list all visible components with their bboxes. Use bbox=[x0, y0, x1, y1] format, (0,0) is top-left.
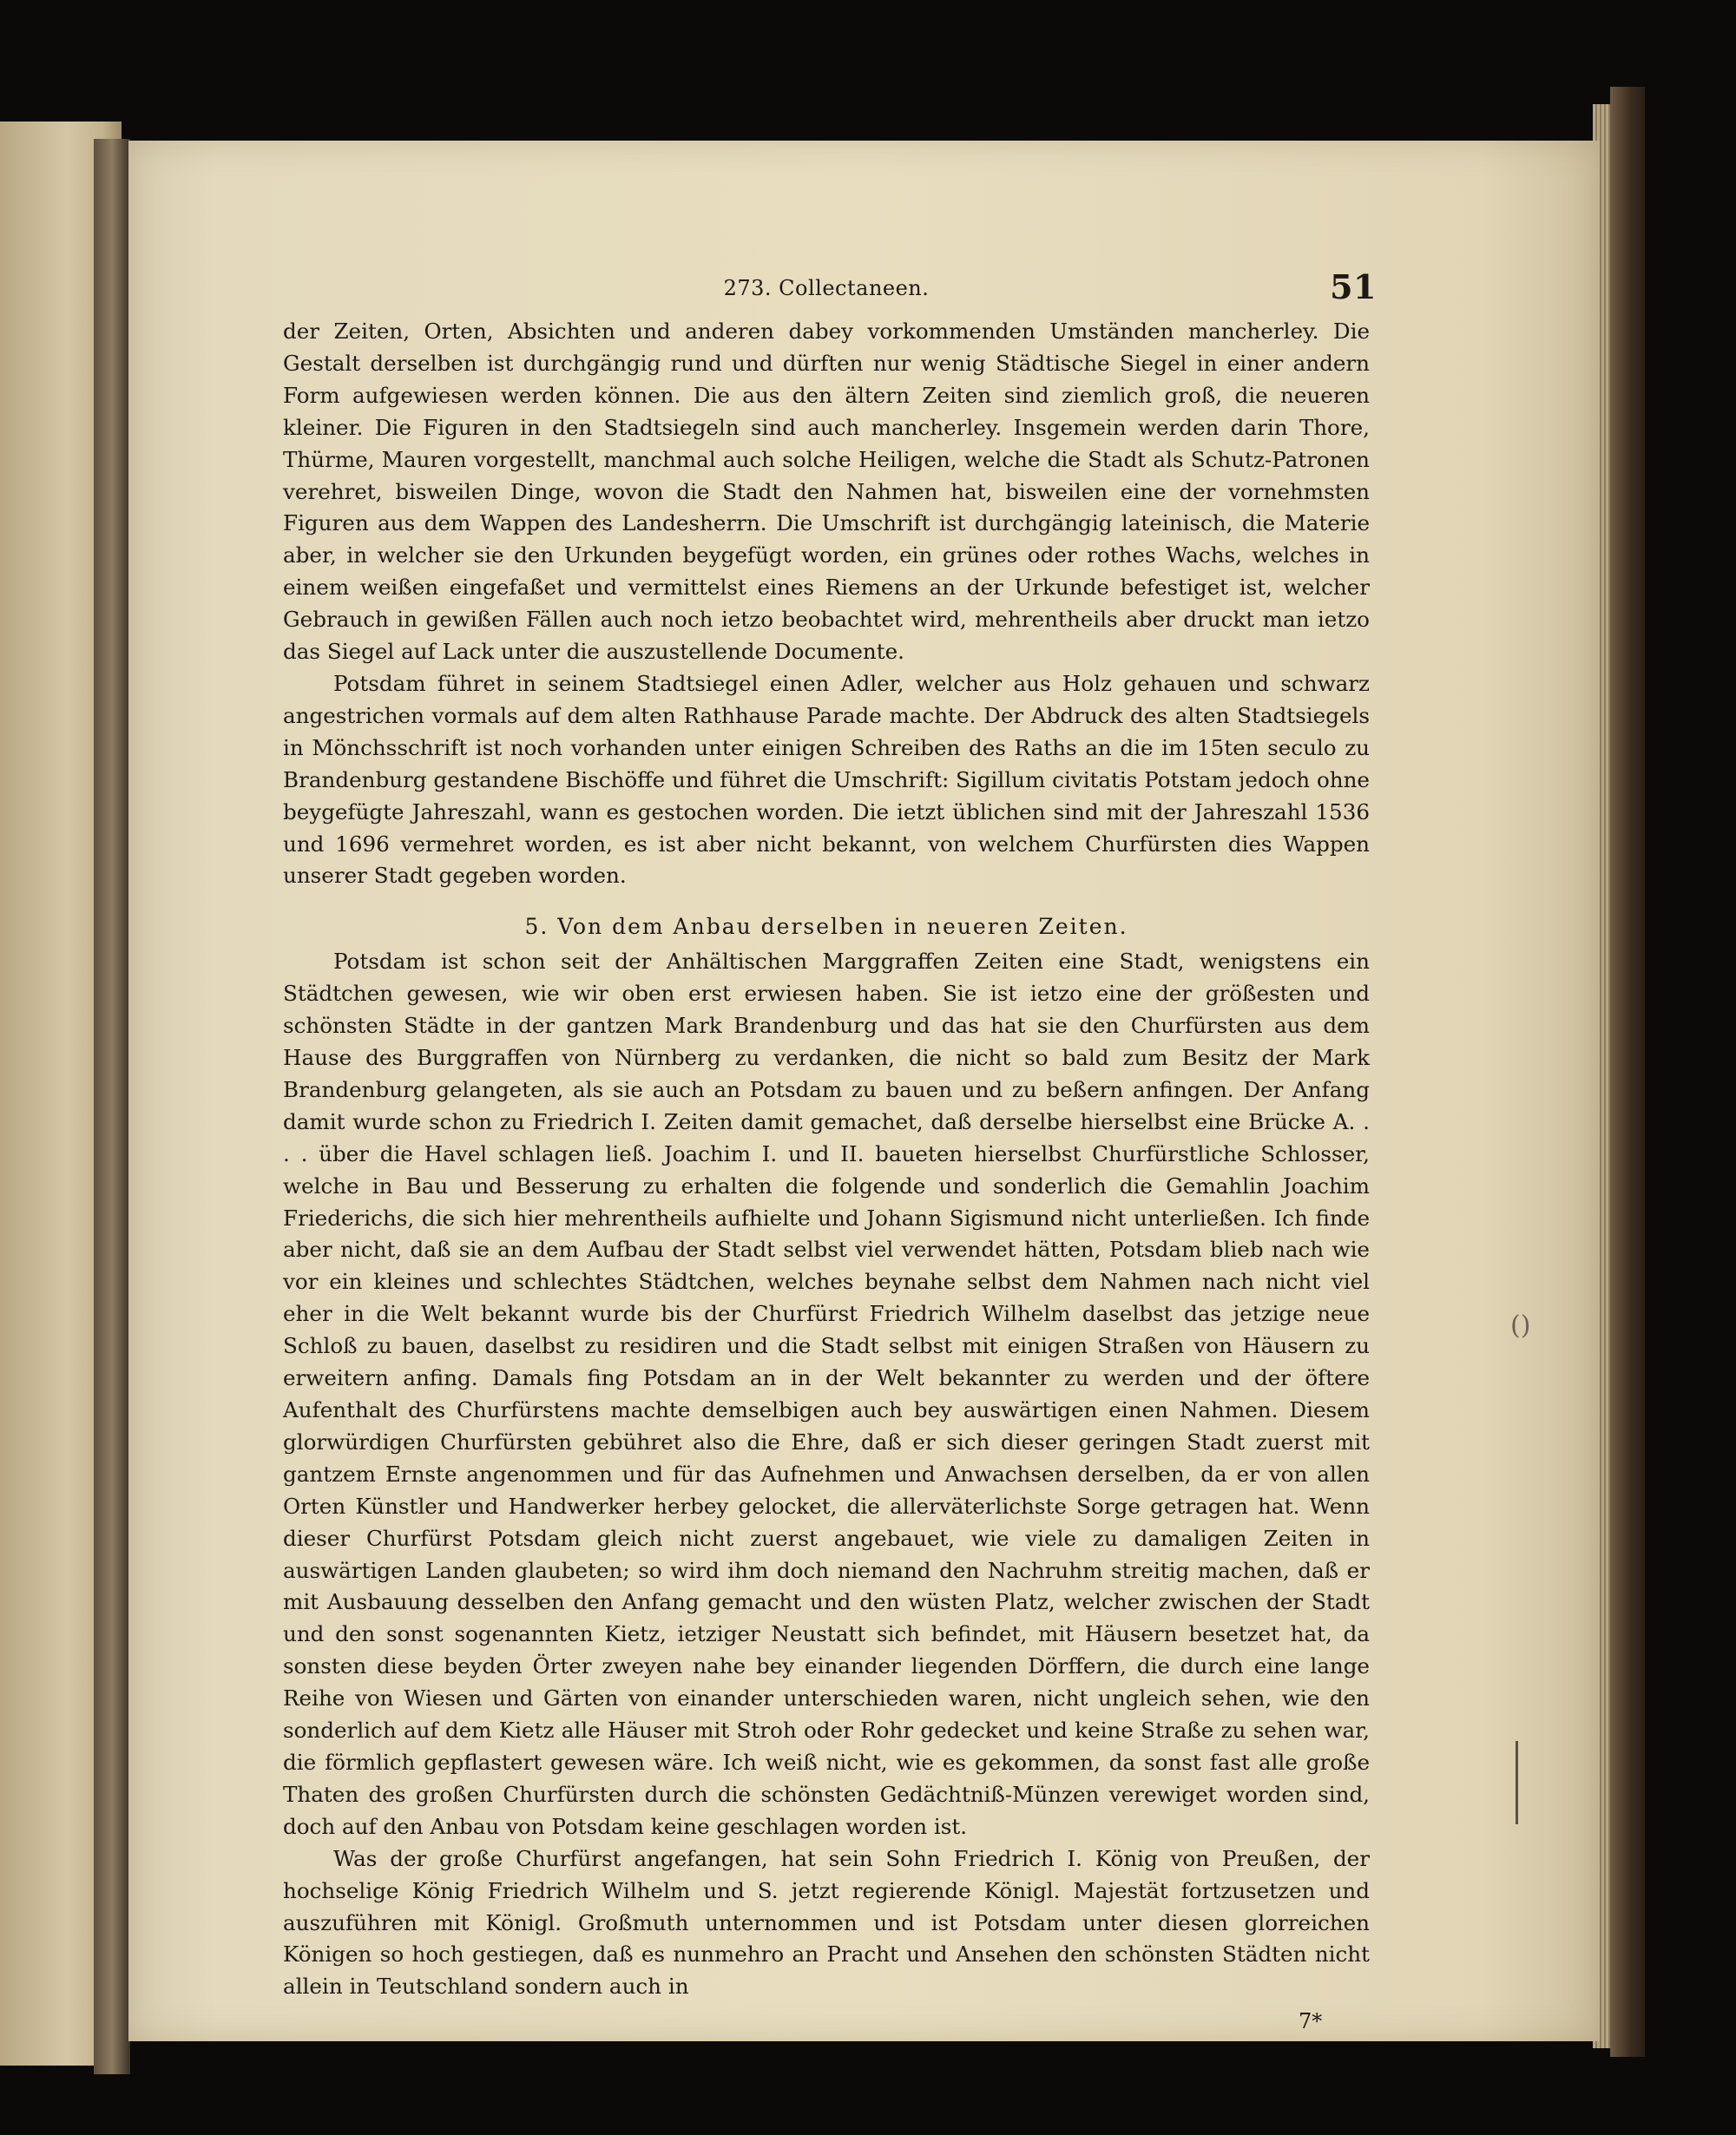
signature-mark: 7* bbox=[1299, 2009, 1323, 2034]
text-block bbox=[283, 264, 1377, 2036]
page-number: 51 bbox=[1330, 267, 1377, 306]
running-header bbox=[283, 264, 1377, 316]
section-label: 273. Collectaneen. bbox=[723, 276, 930, 300]
paragraph: Potsdam führet in seinem Stadtsiegel einen Adler, welcher aus Holz gehauen und schwarz angestrichen vormals auf dem alten Rathhause Parade machte. Der Abdruck des alten Stadtsiegels in Mönchsschrift ist noch vorhanden unter einigen Schreiben des Raths an die im 15ten seculo zu Brandenburg gestandene Bischöffe und führet die Umschrift: Sigillum civitatis Potstam jedoch ohne beygefügte Jahreszahl, wann es gestochen worden. Die ietzt üblichen sind mit der Jahreszahl 1536 und 1696 vermehret worden, es ist aber nicht bekannt, von welchem Churfürsten dies Wappen unserer Stadt gegeben worden. bbox=[283, 670, 1370, 889]
book-page bbox=[128, 141, 1600, 2041]
section-heading: 5. Von dem Anbau derselben in neueren Zeiten. bbox=[524, 914, 1128, 940]
book-gutter bbox=[94, 139, 130, 2074]
margin-mark: () bbox=[1510, 1311, 1531, 1341]
book-cover-edge bbox=[1610, 87, 1645, 2057]
paragraph: Potsdam ist schon seit der Anhältischen Marggraffen Zeiten eine Stadt, wenigstens ein Städtchen gewesen, wie wir oben erst erwiesen haben. Sie ist ietzo eine der größesten und schönsten Städte in der gantzen Mark Brandenburg und das hat sie den Churfürsten aus dem Hause des Burggraffen von Nürnberg zu verdanken, die nicht so bald zum Besitz der Mark Brandenburg gelangeten, als sie auch an Potsdam zu bauen und zu beßern anfingen. Der Anfang damit wurde schon zu Friedrich I. Zeiten damit gemachet, daß derselbe hierselbst eine Brücke A. . . . über die Havel schlagen ließ. Joachim I. und II. baueten hierselbst Churfürstliche Schlosser, welche in Bau und Besserung zu erhalten die folgende und sonderlich die Gemahlin Joachim Friederichs, die sich hier mehrentheils aufhielte und Johann Sigismund nicht unterließen. Ich finde aber nicht, daß sie an dem Aufbau der Stadt selbst viel verwendet hätten, Potsdam blieb nach wie vor ein kleines und schlechtes Städtchen, welches beynahe selbst dem Nahmen nach nicht viel eher in die Welt bekannt wurde bis der Churfürst Friedrich Wilhelm daselbst das jetzige neue Schloß zu bauen, daselbst zu residiren und die Stadt selbst mit einigen Straßen von Häusern zu erweitern anfing. Damals fing Potsdam an in der Welt bekannter zu werden und der öftere Aufenthalt des Churfürstens machte demselbigen auch bey auswärtigen einen Nahmen. Diesem glorwürdigen Churfürsten gebühret also die Ehre, daß er sich dieser geringen Stadt zuerst mit gantzem Ernste angenommen und für das Aufnehmen und Anwachsen derselben, da er von allen Orten Künstler und Handwerker herbey gelocket, die allerväterlichste Sorge getragen hat. Wenn dieser Churfürst Potsdam gleich nicht zuerst angebauet, wie viele zu damaligen Zeiten in auswärtigen Landen glaubeten; so wird ihm doch niemand den Nachruhm streitig machen, daß er mit Ausbauung desselben den Anfang gemacht und den wüsten Platz, welcher zwischen der Stadt und den sonst sogenannten Kietz, ietziger Neustatt sich befindet, mit Häusern besetzet hat, da sonsten diese beyden Örter zweyen nahe bey einander liegenden Dörffern, die durch eine lange Reihe von Wiesen und Gärten von einander unterschieden waren, nicht ungleich sehen, wie den sonderlich auf dem Kietz alle Häuser mit Stroh oder Rohr gedecket und keine Straße zu sehen war, die förmlich gepflastert gewesen wäre. Ich weiß nicht, wie es gekommen, da sonst fast alle große Thaten des großen Churfürsten durch die schönsten Gedächtniß-Münzen verewiget worden sind, doch auf den Anbau von Potsdam keine geschlagen worden ist. bbox=[283, 949, 1370, 1839]
paragraph: der Zeiten, Orten, Absichten und anderen dabey vorkommenden Umständen mancherley. Die Gestalt derselben ist durchgängig rund und dürften nur wenig Städtische Siegel in einer andern Form aufgewiesen werden können. Die aus den ältern Zeiten sind ziemlich groß, die neueren kleiner. Die Figuren in den Stadtsiegeln sind auch mancherley. Insgemein werden darin Thore, Thürme, Mauren vorgestellt, manchmal auch solche Heiligen, welche die Stadt als Schutz-Patronen verehret, bisweilen Dinge, wovon die Stadt den Nahmen hat, bisweilen eine der vornehmsten Figuren aus dem Wappen des Landesherrn. Die Umschrift ist durchgängig lateinisch, die Materie aber, in welcher sie den Urkunden beygefügt worden, ein grünes oder rothes Wachs, welches in einem weißen eingefaßet und vermittelst eines Riemens an der Urkunde befestiget ist, welcher Gebrauch in gewißen Fällen auch noch ietzo beobachtet wird, mehrentheils aber druckt man ietzo das Siegel auf Lack unter die auszustellende Documente. bbox=[283, 319, 1370, 665]
margin-bracket bbox=[1516, 1741, 1518, 1824]
paragraph: Was der große Churfürst angefangen, hat sein Sohn Friedrich I. König von Preußen, der hochselige König Friedrich Wilhelm und S. jetzt regierende Königl. Majestät fortzusetzen und auszuführen mit Königl. Großmuth unternommen und ist Potsdam unter diesen glorreichen Königen so hoch gestiegen, daß es nunmehro an Pracht und Ansehen den schönsten Städten nicht allein in Teutschland sondern auch in bbox=[283, 1845, 1370, 2000]
